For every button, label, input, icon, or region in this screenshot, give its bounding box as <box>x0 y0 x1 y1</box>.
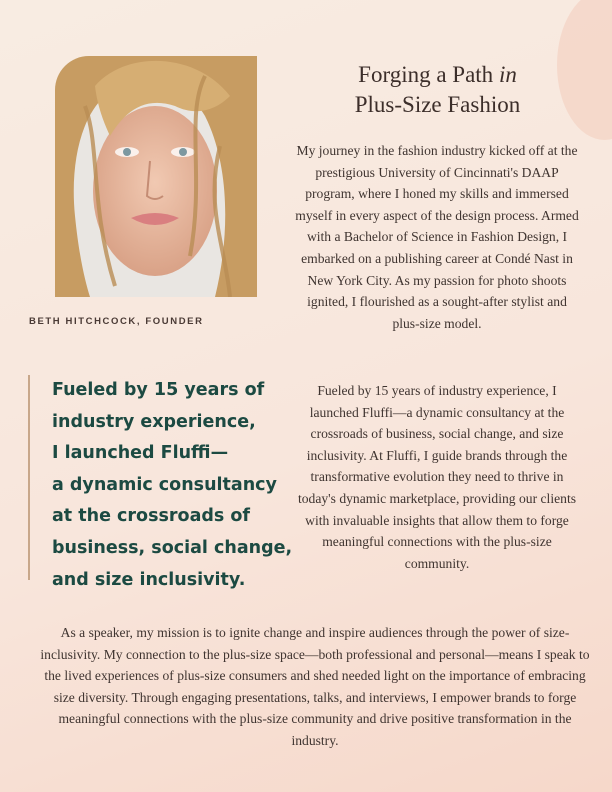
pull-quote-line: I launched Fluffi— <box>52 443 229 464</box>
pull-quote <box>28 375 293 590</box>
pull-quote-line: business, social change, <box>52 537 293 558</box>
pull-quote-line: Fueled by 15 years of <box>52 380 265 400</box>
pull-quote-line: and size inclusivity. <box>52 569 246 590</box>
founder-photo <box>55 56 257 297</box>
pull-quote-line: at the crossroads of <box>52 506 251 527</box>
pull-quote-line: a dynamic consultancy <box>52 474 277 495</box>
fluffi-paragraph: Fueled by 15 years of industry experience, I launched Fluffi—a dynamic consultancy at the crossroads of business, social change, and size inclusivity. At Fluffi, I guide brands through the transformative evolution they need to thrive in today's dynamic marketplace, providing our clients with invaluable insights that allow them to forge meaningful connections with the plus-size community. <box>297 383 577 571</box>
intro-paragraph: My journey in the fashion industry kicked off at the prestigious University of Cincinnati's DAAP program, where I honed my skills and immersed myself in every aspect of the design process. Armed with a Bachelor of Science in Fashion Design, I embarked on a publishing career at Condé Nast in New York City. As my passion for photo shoots ignited, I flourished as a sought-after stylist and plus-size model. <box>295 143 579 331</box>
page-title <box>300 60 575 120</box>
title-line2: Plus-Size Fashion <box>354 92 521 117</box>
title-part1: Forging a Path <box>358 62 494 87</box>
photo-caption: BETH HITCHCOCK, FOUNDER <box>29 316 204 327</box>
speaker-paragraph: As a speaker, my mission is to ignite change and inspire audiences through the power of size-inclusivity. My connection to the plus-size space—both professional and personal—means I speak to the lived experiences of plus-size consumers and shed needed light on the importance of embracing size diversity. Through engaging presentations, talks, and interviews, I empower brands to forge meaningful connections with the plus-size community and drive positive transformation in the industry. <box>40 625 590 748</box>
pull-quote-line: industry experience, <box>52 411 256 432</box>
title-italic-word: in <box>498 62 517 87</box>
